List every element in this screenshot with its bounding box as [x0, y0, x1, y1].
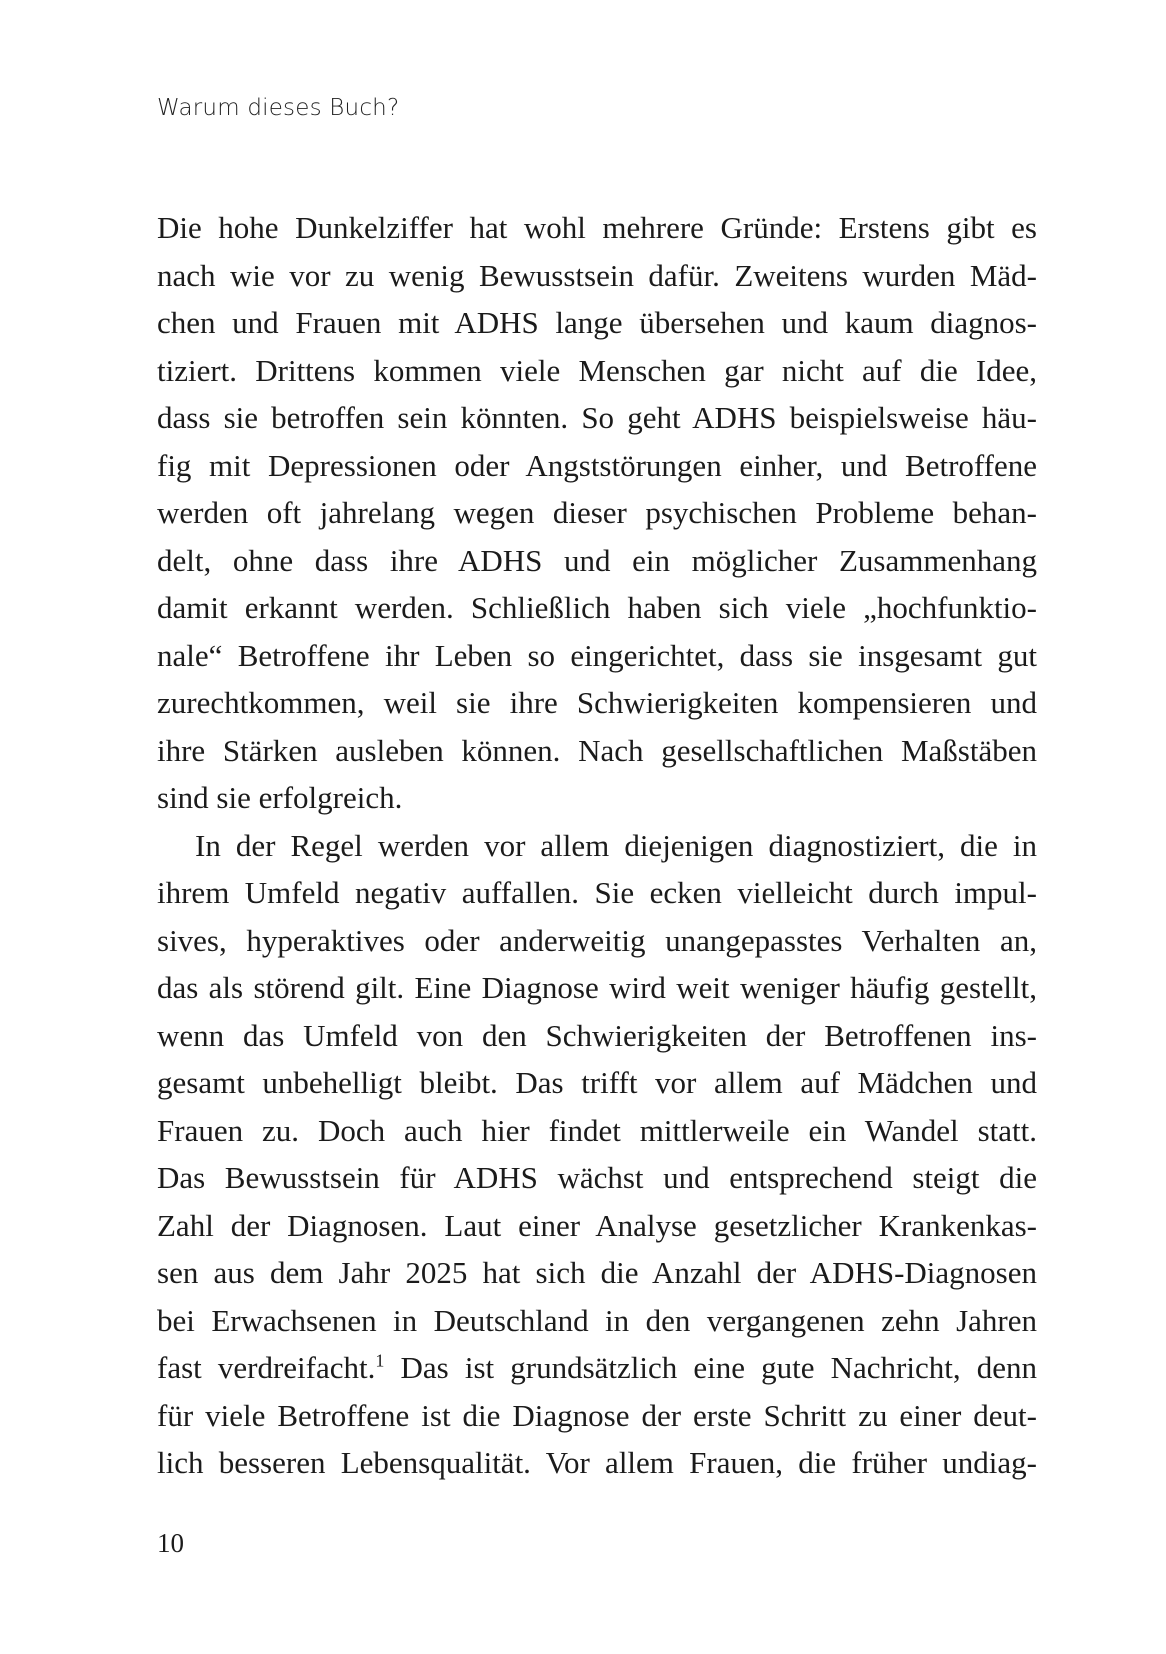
- text-line: sen aus dem Jahr 2025 hat sich die Anzahl der ADHS-Diagnosen: [157, 1255, 1037, 1290]
- text-line: In der Regel werden vor allem diejenigen diagnostiziert, die in: [195, 827, 1037, 863]
- text-line: für viele Betroffene ist die Diagnose der erste Schritt zu einer deut-: [157, 1397, 1037, 1433]
- text-line: Frauen zu. Doch auch hier findet mittlerweile ein Wandel statt.: [157, 1112, 1037, 1148]
- text-line: dass sie betroffen sein könnten. So geht ADHS beispielsweise häu-: [157, 400, 1037, 435]
- body-text: [157, 204, 1037, 1487]
- text-line: ihrem Umfeld negativ auffallen. Sie ecken vielleicht durch impul-: [157, 875, 1037, 910]
- footnote-marker[interactable]: 1: [375, 1350, 385, 1371]
- text-line: Zahl der Diagnosen. Laut einer Analyse gesetzlicher Krankenkas-: [157, 1207, 1037, 1243]
- paragraph-2: [157, 822, 1037, 1487]
- text-line: nach wie vor zu wenig Bewusstsein dafür. Zweitens wurden Mäd-: [157, 257, 1037, 293]
- text-line-with-footnote: [157, 1344, 1037, 1392]
- text-line: ihre Stärken ausleben können. Nach gesellschaftlichen Maßstäben: [157, 732, 1037, 768]
- footnote-line-after: Das ist grundsätzlich eine gute Nachricht, denn: [384, 1350, 1037, 1385]
- text-line: wenn das Umfeld von den Schwierigkeiten der Betroffenen ins-: [157, 1017, 1037, 1053]
- text-line: fig mit Depressionen oder Angststörungen einher, und Betroffene: [157, 447, 1037, 483]
- text-line: nale“ Betroffene ihr Leben so eingerichtet, dass sie insgesamt gut: [157, 637, 1037, 673]
- text-line: das als störend gilt. Eine Diagnose wird weit weniger häufig gestellt,: [157, 970, 1037, 1005]
- paragraph-1: [157, 204, 1037, 822]
- text-line: damit erkannt werden. Schließlich haben sich viele „hochfunktio-: [157, 590, 1037, 625]
- footnote-line-before: fast verdreifacht.: [157, 1350, 376, 1385]
- text-line: sind sie erfolgreich.: [157, 780, 403, 815]
- text-line: delt, ohne dass ihre ADHS und ein möglicher Zusammenhang: [157, 542, 1037, 578]
- page-number: 10: [157, 1528, 184, 1558]
- running-head: Warum dieses Buch?: [157, 95, 400, 121]
- text-line: sives, hyperaktives oder anderweitig unangepasstes Verhalten an,: [157, 922, 1037, 958]
- text-line: bei Erwachsenen in Deutschland in den vergangenen zehn Jahren: [157, 1302, 1037, 1338]
- text-line: gesamt unbehelligt bleibt. Das trifft vor allem auf Mädchen und: [157, 1065, 1037, 1100]
- text-line: Die hohe Dunkelziffer hat wohl mehrere Gründe: Erstens gibt es: [157, 210, 1037, 245]
- text-line: zurechtkommen, weil sie ihre Schwierigkeiten kompensieren und: [157, 685, 1037, 720]
- text-line: Das Bewusstsein für ADHS wächst und entsprechend steigt die: [157, 1160, 1037, 1195]
- text-line: tiziert. Drittens kommen viele Menschen gar nicht auf die Idee,: [157, 352, 1037, 388]
- text-line: chen und Frauen mit ADHS lange übersehen und kaum diagnos-: [157, 305, 1037, 340]
- text-line: werden oft jahrelang wegen dieser psychischen Probleme behan-: [157, 495, 1037, 530]
- text-line: lich besseren Lebensqualität. Vor allem Frauen, die früher undiag-: [157, 1445, 1037, 1480]
